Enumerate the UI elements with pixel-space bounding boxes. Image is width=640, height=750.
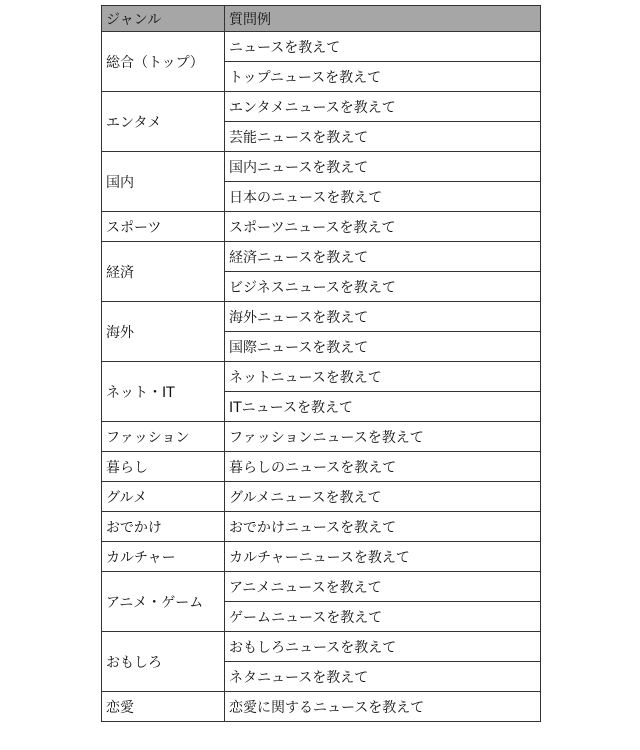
genre-cell: 経済 <box>102 242 225 302</box>
example-question-cell: 経済ニュースを教えて <box>225 242 541 272</box>
table-row <box>102 362 541 392</box>
genre-cell: 海外 <box>102 302 225 362</box>
genre-cell: ネット・IT <box>102 362 225 422</box>
example-question-cell: 国内ニュースを教えて <box>225 152 541 182</box>
table-header <box>102 6 541 32</box>
table-row <box>102 632 541 662</box>
genre-cell: 国内 <box>102 152 225 212</box>
genre-cell: おもしろ <box>102 632 225 692</box>
example-question-cell: 芸能ニュースを教えて <box>225 122 541 152</box>
table-row <box>102 92 541 122</box>
table-row <box>102 302 541 332</box>
table-row <box>102 692 541 722</box>
genre-cell: スポーツ <box>102 212 225 242</box>
genre-cell: ファッション <box>102 422 225 452</box>
example-question-cell: ビジネスニュースを教えて <box>225 272 541 302</box>
table-row <box>102 512 541 542</box>
example-question-cell: トップニュースを教えて <box>225 62 541 92</box>
table-body <box>102 32 541 722</box>
example-question-cell: おもしろニュースを教えて <box>225 632 541 662</box>
table-row <box>102 152 541 182</box>
genre-cell: グルメ <box>102 482 225 512</box>
genre-column-header: ジャンル <box>102 6 225 32</box>
example-question-cell: スポーツニュースを教えて <box>225 212 541 242</box>
genre-cell: カルチャー <box>102 542 225 572</box>
example-question-cell: おでかけニュースを教えて <box>225 512 541 542</box>
genre-cell: アニメ・ゲーム <box>102 572 225 632</box>
genre-cell: 暮らし <box>102 452 225 482</box>
genre-question-table <box>101 5 541 722</box>
example-question-cell: カルチャーニュースを教えて <box>225 542 541 572</box>
genre-cell: エンタメ <box>102 92 225 152</box>
example-question-cell: グルメニュースを教えて <box>225 482 541 512</box>
table-row <box>102 32 541 62</box>
example-question-cell: アニメニュースを教えて <box>225 572 541 602</box>
example-question-cell: 暮らしのニュースを教えて <box>225 452 541 482</box>
genre-cell: 総合（トップ） <box>102 32 225 92</box>
table-row <box>102 542 541 572</box>
example-question-cell: 国際ニュースを教えて <box>225 332 541 362</box>
genre-cell: おでかけ <box>102 512 225 542</box>
example-column-header: 質問例 <box>225 6 541 32</box>
example-question-cell: ネタニュースを教えて <box>225 662 541 692</box>
table-row <box>102 572 541 602</box>
example-question-cell: 恋愛に関するニュースを教えて <box>225 692 541 722</box>
table-row <box>102 452 541 482</box>
example-question-cell: ファッションニュースを教えて <box>225 422 541 452</box>
header-row <box>102 6 541 32</box>
table-row <box>102 482 541 512</box>
table-row <box>102 422 541 452</box>
example-question-cell: 海外ニュースを教えて <box>225 302 541 332</box>
table-row <box>102 242 541 272</box>
table-row <box>102 212 541 242</box>
genre-cell: 恋愛 <box>102 692 225 722</box>
example-question-cell: エンタメニュースを教えて <box>225 92 541 122</box>
example-question-cell: ネットニュースを教えて <box>225 362 541 392</box>
example-question-cell: ゲームニュースを教えて <box>225 602 541 632</box>
example-question-cell: ITニュースを教えて <box>225 392 541 422</box>
example-question-cell: ニュースを教えて <box>225 32 541 62</box>
example-question-cell: 日本のニュースを教えて <box>225 182 541 212</box>
